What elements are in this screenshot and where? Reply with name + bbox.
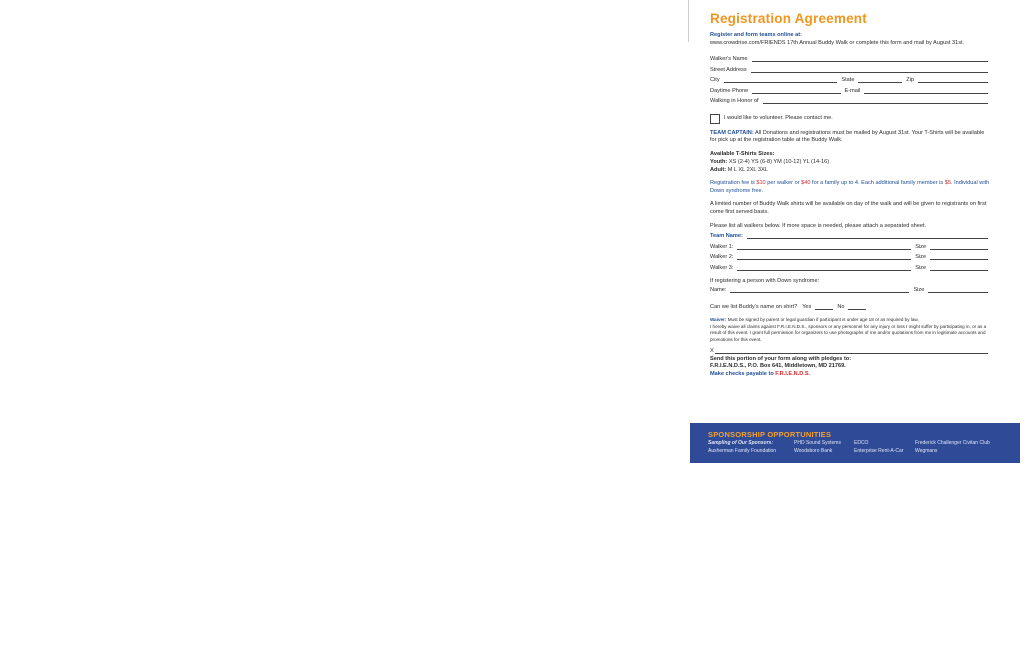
fee-text-4: . Individual with Down syndrome free. <box>710 180 990 194</box>
street-address-row <box>710 64 992 75</box>
waiver-line-1: Must be signed by parent or legal guardian if participant is under age 18 or as required by law. <box>727 317 919 323</box>
registration-form <box>710 10 992 378</box>
checks-payable <box>710 371 992 379</box>
street-address-field[interactable] <box>751 72 988 73</box>
down-syndrome-size-label: Size <box>913 287 925 294</box>
youth-sizes: XS (2-4) YS (6-8) YM (10-12) YL (14-16) <box>728 158 830 165</box>
fee-amount-2: $40 <box>801 180 811 187</box>
state-label: State <box>841 77 855 84</box>
buddy-yes-label: Yes <box>802 303 812 310</box>
walking-in-honor-label: Walking in Honor of <box>710 98 759 105</box>
fee-amount-3: $5 <box>944 180 952 187</box>
walker-2-size-label: Size <box>915 254 927 261</box>
team-name-label: Team Name: <box>710 233 743 240</box>
tshirt-heading: Available T-Shirts Sizes: <box>710 150 775 157</box>
intro-heading: Register and form teams online at: <box>710 32 803 39</box>
walker-3-size-label: Size <box>915 264 927 271</box>
checks-payable-prefix: Make checks payable to <box>710 370 776 377</box>
adult-sizes: M L XL 2XL 3XL <box>727 166 768 173</box>
youth-label: Youth: <box>710 158 728 165</box>
fee-amount-1: $10 <box>756 180 766 187</box>
adult-label: Adult: <box>710 166 727 173</box>
email-label: E-mail <box>844 87 861 94</box>
buddy-name-question-row <box>710 301 992 312</box>
signature-row <box>710 344 992 356</box>
sponsor-civitan-club: Frederick Challenger Civitan Club <box>915 440 990 446</box>
volunteer-label: I would like to volunteer. Please contact me. <box>724 115 833 122</box>
mailing-line-1: Send this portion of your form along with pledges to: <box>710 355 852 362</box>
down-syndrome-heading: If registering a person with Down syndrome: <box>710 278 820 285</box>
walker-name-label: Walker's Name <box>710 56 748 63</box>
registration-fee-note <box>710 180 992 195</box>
email-field[interactable] <box>864 93 988 94</box>
waiver-label: Waiver: <box>710 317 727 323</box>
team-captain-label: TEAM CAPTAIN: <box>710 129 754 136</box>
signature-x: X <box>710 348 714 355</box>
walker-2-field[interactable] <box>737 259 911 260</box>
zip-label: Zip <box>906 77 914 84</box>
street-address-label: Street Address <box>710 66 747 73</box>
walker-1-size-field[interactable] <box>930 249 988 250</box>
walker-2-row <box>710 251 992 262</box>
walker-name-row <box>710 53 992 64</box>
sponsor-wegmans: Wegmans <box>915 448 938 454</box>
buddy-no-label: No <box>837 303 845 310</box>
sponsorship-title: SPONSORSHIP OPPORTUNITIES <box>708 430 832 439</box>
daytime-phone-label: Daytime Phone <box>710 87 749 94</box>
adult-sizes-row <box>710 167 992 175</box>
walkers-instruction: Please list all walkers below. If more space is needed, please attach a separated sheet. <box>710 222 927 229</box>
city-label: City <box>710 77 720 84</box>
team-name-field[interactable] <box>747 238 988 239</box>
down-syndrome-size-field[interactable] <box>928 292 988 293</box>
walker-3-size-field[interactable] <box>930 270 988 271</box>
waiver-intro <box>710 317 992 324</box>
walker-1-size-label: Size <box>915 243 927 250</box>
buddy-no-field[interactable] <box>848 309 866 310</box>
city-state-zip-row <box>710 74 992 85</box>
city-field[interactable] <box>724 82 838 83</box>
walker-1-field[interactable] <box>737 249 911 250</box>
team-captain-text: All Donations and registrations must be mailed by August 31st. Your T-Shirts will be available for pick up at the registration table at the Buddy Walk. <box>710 129 985 144</box>
walker-2-label: Walker 2: <box>710 254 734 261</box>
sponsor-ausherman: Ausherman Family Foundation <box>708 448 777 454</box>
daytime-phone-field[interactable] <box>752 93 840 94</box>
zip-field[interactable] <box>918 82 988 83</box>
walker-name-field[interactable] <box>752 61 988 62</box>
page-edge-line <box>688 0 689 42</box>
sponsor-woodsboro-bank: Woodsboro Bank <box>794 448 833 454</box>
sponsorship-banner <box>690 423 1020 463</box>
volunteer-checkbox[interactable] <box>710 114 720 124</box>
walker-3-row <box>710 262 992 273</box>
sponsor-edco: EDCO <box>854 440 869 446</box>
team-name-row <box>710 230 992 241</box>
fee-text-2: per walker or <box>765 180 802 187</box>
buddy-yes-field[interactable] <box>815 309 833 310</box>
signature-field[interactable] <box>715 353 988 354</box>
walking-in-honor-field[interactable] <box>763 103 988 104</box>
mailing-address: F.R.I.E.N.D.S., P.O. Box 641, Middletown, MD 21769. <box>710 363 846 370</box>
phone-email-row <box>710 85 992 96</box>
walker-3-field[interactable] <box>737 270 911 271</box>
walker-2-size-field[interactable] <box>930 259 988 260</box>
waiver-text: I hereby waive all claims against F.R.I.E.N.D.S., sponsors or any personnel for any injury or loss I might suffer by participating in, or as a result of this event. I grant full permission for organizers to use photographs of me and/or quotations from me in legitimate accounts and promotions for this event. <box>710 323 987 343</box>
sponsor-enterprise: Enterprise Rent-A-Car <box>854 448 904 454</box>
checks-payable-org: F.R.I.E.N.D.S. <box>775 370 811 377</box>
fee-text-1: Registration fee is <box>710 180 757 187</box>
walker-3-label: Walker 3: <box>710 264 734 271</box>
state-field[interactable] <box>858 82 902 83</box>
down-syndrome-row <box>710 286 992 295</box>
walker-1-row <box>710 241 992 252</box>
down-syndrome-name-label: Name: <box>710 287 727 294</box>
fee-text-3: for a family up to 4. Each additional family member is <box>810 180 945 187</box>
waiver-section <box>710 317 992 344</box>
tshirt-sizes <box>710 151 992 174</box>
sponsor-phd-sound: PHD Sound Systems <box>794 440 841 446</box>
walker-1-label: Walker 1: <box>710 243 734 250</box>
team-captain-note <box>710 130 992 145</box>
down-syndrome-name-field[interactable] <box>730 292 909 293</box>
buddy-name-question: Can we list Buddy's name on shirt? <box>710 303 798 310</box>
youth-sizes-row <box>710 159 992 167</box>
form-title: Registration Agreement <box>710 11 867 26</box>
sponsor-sampling-label: Sampling of Our Sponsors: <box>708 440 774 446</box>
shirts-availability-note: A limited number of Buddy Walk shirts will be available on day of the walk and will be given to registrants on first come first served basis. <box>710 201 987 216</box>
intro-text: www.crowdrise.com/FRIENDS 17th Annual Buddy Walk or complete this form and mail by August 31st. <box>710 39 965 46</box>
walking-in-honor-row <box>710 95 992 106</box>
volunteer-row <box>710 114 992 124</box>
